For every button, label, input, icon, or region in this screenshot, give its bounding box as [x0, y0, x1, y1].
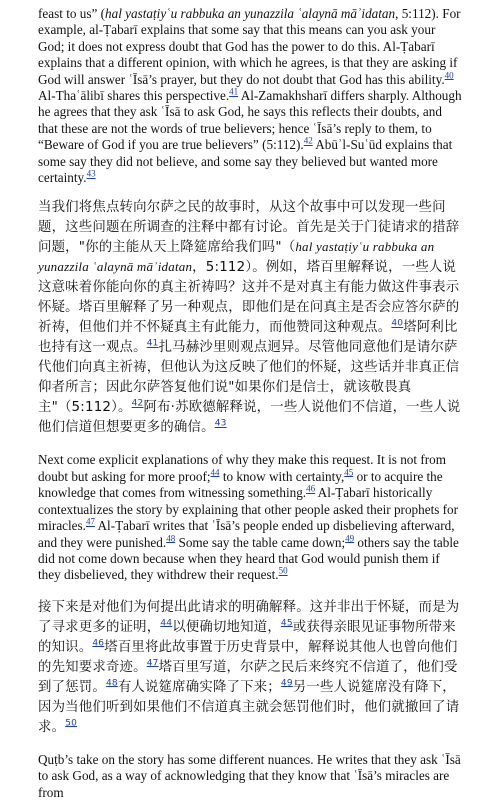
footnote-ref-48[interactable]: 48 — [166, 533, 176, 544]
text: 或获得亲眼见证事物所带来的知识。 — [38, 619, 456, 655]
arabic-transliteration: hal yastaṭiyʿu rabbuka an yunazzila ʿalaynā māʾidatan — [38, 239, 435, 275]
text: feast to us” ( — [38, 6, 106, 21]
text: Some say the table came down; — [175, 534, 346, 550]
text: 塔百里写道，尔萨之民后来终究不信道了，他们受到了惩罚。 — [38, 659, 458, 695]
text: Al-Thaʿālibī shares this perspective. — [38, 88, 230, 104]
footnote-ref-48[interactable]: 48 — [105, 678, 118, 689]
text: others say the table did not come down because when they heard that God would punish them if they disbelieved, they withdrew their request. — [38, 534, 459, 583]
paragraph-english-3 — [38, 752, 462, 801]
text: Al-Zamakhsharī differs sharply. Although he agrees that they ask ʿĪsā to ask God, he says this reflects their doubts, and that these are not the words of true believers; hence ʿĪsā’s reply to them, to “Beware of God if you are true believers” (5:112). — [38, 88, 462, 153]
text: ，5:112）。例如，塔百里解释说，一些人说这意味着你能向你的真主祈祷吗？这并不是对真主有能力做这件事表示怀疑。塔百里解释了另一种观点，即他们是在问真主是否会应答尔萨的祈祷，但他们并不怀疑真主有此能力，而他赞同这种观点。 — [38, 260, 460, 336]
footnote-ref-50[interactable]: 50 — [278, 565, 288, 576]
text: Al-Ṭabarī writes that ʿĪsā’s people ended up disbelieving afterward, and they were punished. — [38, 518, 455, 550]
footnote-ref-44[interactable]: 44 — [160, 618, 173, 629]
text: Abūʾl-Suʿūd explains that some say they did not believe, and some say they believed but wanted more certainty. — [38, 137, 453, 186]
footnote-ref-40[interactable]: 40 — [444, 70, 454, 81]
paragraph-chinese-2 — [38, 598, 462, 738]
arabic-transliteration: hal yastaṭiyʿu rabbuka an yunazzila ʿalaynā māʾidatan — [105, 6, 396, 21]
footnote-ref-40[interactable]: 40 — [391, 319, 404, 329]
footnote-ref-46[interactable]: 46 — [92, 638, 105, 649]
text: Next come explicit explanations of why they make this request. It is not from doubt but asking for more proof; — [38, 452, 446, 484]
text: 阿布·苏欧德解释说，一些人说他们不信道，一些人说他们信道但想要更多的确信。 — [38, 400, 461, 436]
footnote-ref-50[interactable]: 50 — [65, 718, 78, 729]
text: 有人说筵席确实降了下来； — [117, 679, 281, 695]
footnote-ref-44[interactable]: 44 — [210, 467, 220, 478]
paragraph-english-1 — [38, 6, 462, 186]
footnote-ref-47[interactable]: 47 — [85, 516, 95, 527]
footnote-ref-47[interactable]: 47 — [146, 658, 159, 669]
footnote-ref-49[interactable]: 49 — [280, 678, 293, 689]
footnote-ref-45[interactable]: 45 — [280, 618, 293, 629]
text: Quṭb’s take on the story has some different nuances. He writes that they ask ʿĪsā to ask God, as a way of acknowledging that they know that ʿĪsā’s miracles are from — [38, 751, 461, 800]
footnote-ref-45[interactable]: 45 — [344, 467, 354, 478]
footnote-ref-42[interactable]: 42 — [131, 399, 144, 409]
text: 以便确切地知道， — [172, 619, 281, 635]
text: 扎马赫沙里则观点迥异。尽管他同意他们是请尔萨代他们向真主祈祷，但他认为这反映了他们的怀疑，这些话并非真正信仰者所言；因此尔萨答复他们说"如果你们是信士，就该敬畏真主"（5:112）。 — [38, 340, 460, 416]
text: 接下来是对他们为何提出此请求的明确解释。这并非出于怀疑，而是为了寻求更多的证明， — [38, 599, 460, 635]
text: 当我们将焦点转向尔萨之民的故事时，从这个故事中可以发现一些问题，这些问题在所调查的注释中都有讨论。首先是关于门徒请求的措辞问题，"你的主能从天上降筵席给我们吗"（ — [38, 200, 460, 256]
footnote-ref-42[interactable]: 42 — [303, 135, 313, 146]
document-page — [38, 6, 462, 801]
paragraph-english-2 — [38, 452, 462, 583]
text: 塔百里将此故事置于历史背景中，解释说其他人也曾向他们的先知要求奇迹。 — [38, 639, 458, 675]
paragraph-chinese-1 — [38, 198, 462, 438]
text: , 5:112). For example, al-Ṭabarī explains that some say that this means can you ask your God; it does not express doubt that God has the power to do this. Al-Ṭabarī explains that a different opinion, with which he agrees, is that they are asking if God will answer ʿĪsā’s prayer, but they do not doubt that God has this ability. — [38, 6, 461, 87]
text: to know with certainty, — [219, 468, 345, 484]
footnote-ref-41[interactable]: 41 — [146, 339, 159, 349]
text: 塔阿利比也持有这一观点。 — [38, 320, 458, 356]
footnote-ref-41[interactable]: 41 — [229, 86, 239, 97]
footnote-ref-46[interactable]: 46 — [306, 483, 316, 494]
footnote-ref-49[interactable]: 49 — [345, 533, 355, 544]
text: Al-Ṭabarī historically contextualizes the story by explaining that other people asked their prophets for miracles. — [38, 485, 459, 534]
text: or to acquire the knowledge that comes from witnessing something. — [38, 468, 443, 501]
text: 另一些人说筵席没有降下，因为当他们听到如果他们不信道真主就会惩罚他们时，他们就撤回了请求。 — [38, 679, 460, 735]
footnote-ref-43[interactable]: 43 — [86, 168, 96, 179]
footnote-ref-43[interactable]: 43 — [214, 419, 227, 429]
